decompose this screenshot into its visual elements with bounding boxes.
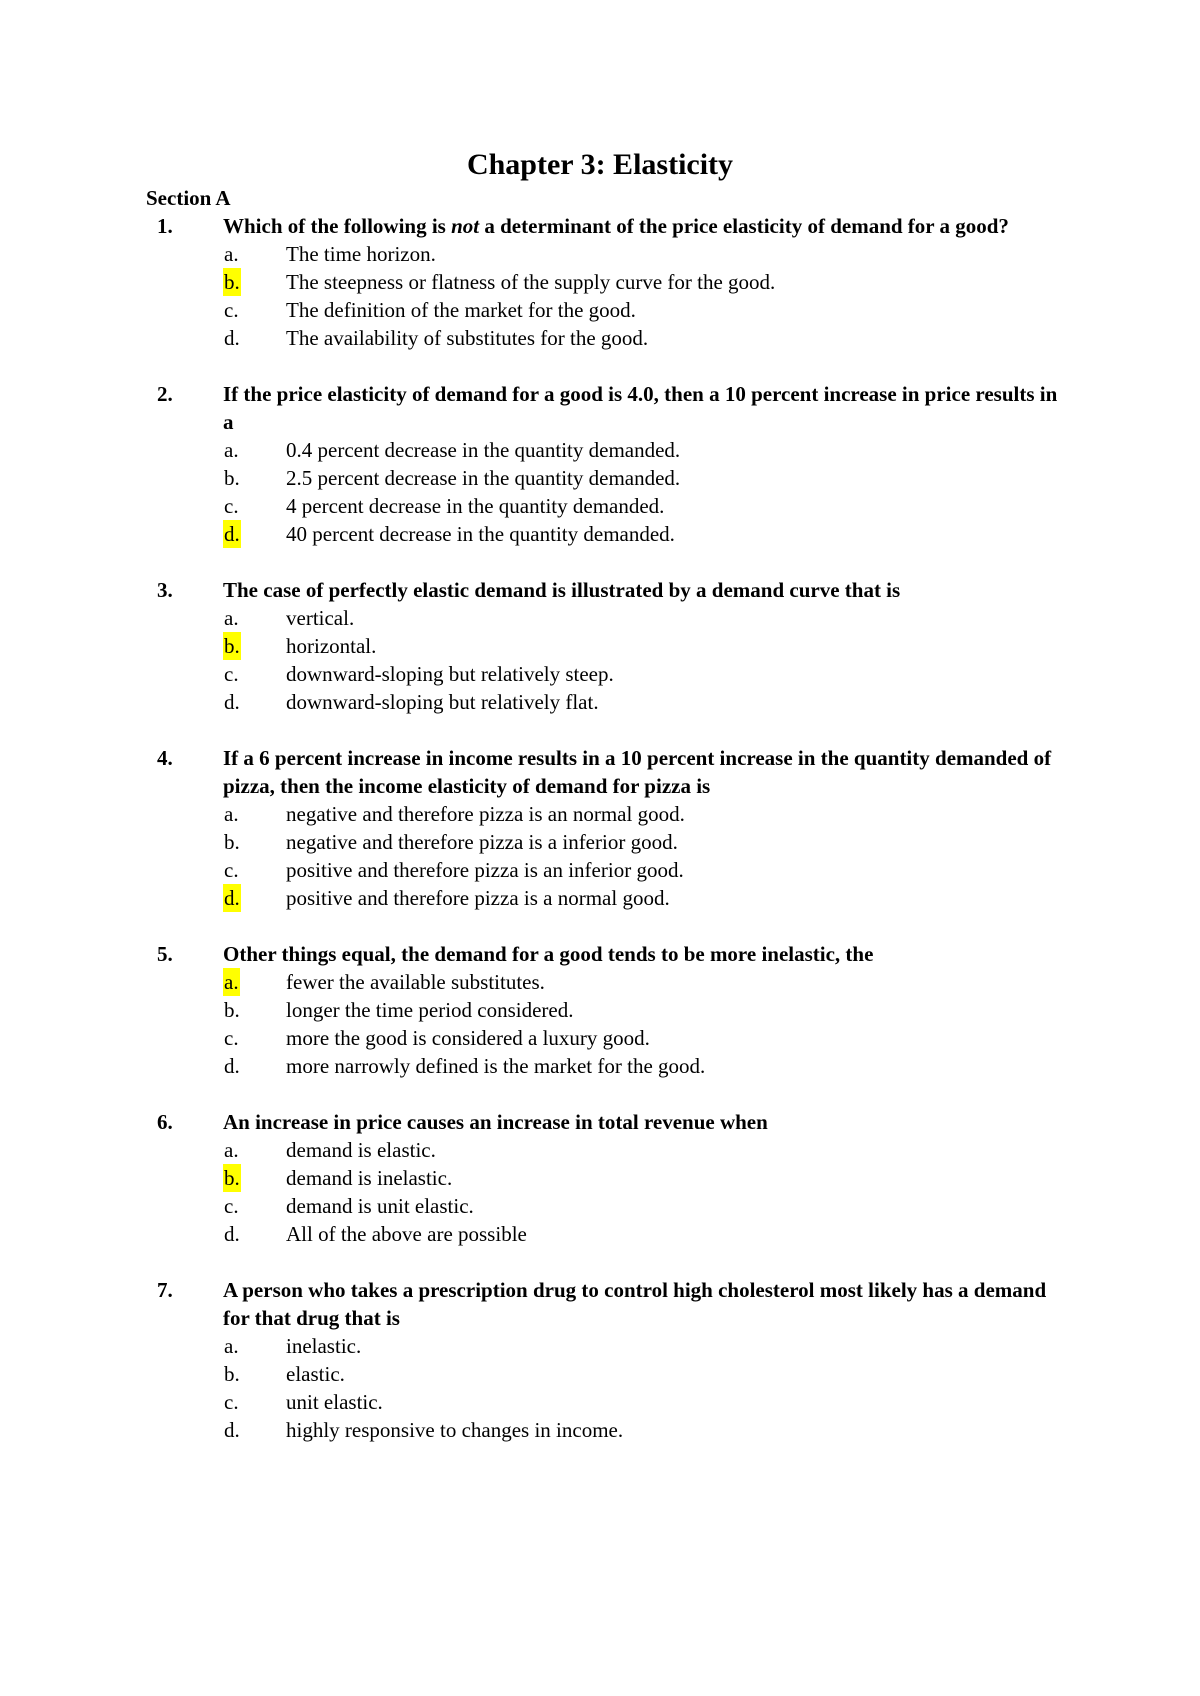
- answer-option: [223, 688, 1066, 716]
- answer-options: [223, 1332, 1066, 1444]
- option-text: The availability of substitutes for the good.: [286, 326, 649, 350]
- question-stem: [146, 940, 1066, 968]
- question-text: [223, 212, 1066, 240]
- option-text: vertical.: [286, 606, 355, 630]
- option-letter: b.: [224, 466, 240, 490]
- option-text: more narrowly defined is the market for the good.: [286, 1054, 706, 1078]
- question-text-part: The case of perfectly elastic demand is illustrated by a demand curve that is: [223, 578, 901, 602]
- option-text: demand is inelastic.: [286, 1166, 453, 1190]
- option-letter-cell: [223, 240, 286, 268]
- answer-option: [223, 1388, 1066, 1416]
- option-letter: c.: [224, 662, 239, 686]
- option-letter-cell: [223, 968, 286, 996]
- option-letter-cell: [223, 520, 286, 548]
- option-letter: c.: [224, 1026, 239, 1050]
- option-text: negative and therefore pizza is a inferior good.: [286, 830, 678, 854]
- answer-options: [223, 1136, 1066, 1248]
- option-letter: a.: [224, 1138, 239, 1162]
- option-letter: c.: [224, 1390, 239, 1414]
- option-letter: c.: [224, 1194, 239, 1218]
- answer-option: [223, 296, 1066, 324]
- highlighted-answer-letter: d.: [224, 522, 240, 546]
- question-number: 3.: [157, 578, 173, 602]
- option-letter: d.: [224, 1054, 240, 1078]
- option-letter-cell: [223, 1360, 286, 1388]
- question-stem: [146, 1108, 1066, 1136]
- option-letter: b.: [224, 830, 240, 854]
- question-number: 2.: [157, 382, 173, 406]
- question-text: [223, 940, 1066, 968]
- option-letter: c.: [224, 494, 239, 518]
- question-stem: [146, 212, 1066, 240]
- option-letter-cell: [223, 1024, 286, 1052]
- question-item: [146, 1108, 1066, 1248]
- option-text: The time horizon.: [286, 242, 436, 266]
- option-letter: b.: [224, 998, 240, 1022]
- option-text: 4 percent decrease in the quantity demanded.: [286, 494, 665, 518]
- option-text: downward-sloping but relatively steep.: [286, 662, 614, 686]
- option-letter-cell: [223, 688, 286, 716]
- option-text: negative and therefore pizza is an normal good.: [286, 802, 685, 826]
- option-text: fewer the available substitutes.: [286, 970, 545, 994]
- answer-option: [223, 520, 1066, 548]
- option-letter: a.: [224, 1334, 239, 1358]
- answer-option: [223, 884, 1066, 912]
- option-letter: b.: [224, 1362, 240, 1386]
- option-letter: d.: [224, 690, 240, 714]
- option-letter-cell: [223, 660, 286, 688]
- answer-option: [223, 604, 1066, 632]
- option-letter-cell: [223, 1192, 286, 1220]
- option-text: longer the time period considered.: [286, 998, 574, 1022]
- option-letter: c.: [224, 858, 239, 882]
- option-letter-cell: [223, 856, 286, 884]
- option-letter: d.: [224, 1418, 240, 1442]
- question-item: [146, 576, 1066, 716]
- question-text: [223, 744, 1066, 800]
- answer-options: [223, 436, 1066, 548]
- question-text-part: If the price elasticity of demand for a good is 4.0, then a 10 percent increase in price results in a: [223, 382, 1058, 434]
- option-text: The steepness or flatness of the supply curve for the good.: [286, 270, 776, 294]
- question-number: 7.: [157, 1278, 173, 1302]
- question-text: [223, 1108, 1066, 1136]
- answer-option: [223, 1052, 1066, 1080]
- answer-option: [223, 1024, 1066, 1052]
- answer-option: [223, 324, 1066, 352]
- option-text: horizontal.: [286, 634, 377, 658]
- answer-option: [223, 660, 1066, 688]
- answer-option: [223, 1332, 1066, 1360]
- highlighted-answer-letter: b.: [224, 634, 240, 658]
- answer-option: [223, 268, 1066, 296]
- answer-option: [223, 856, 1066, 884]
- option-letter: c.: [224, 298, 239, 322]
- question-emphasis: not: [451, 214, 480, 238]
- answer-option: [223, 800, 1066, 828]
- question-text-part: A person who takes a prescription drug to control high cholesterol most likely has a demand for that drug that is: [223, 1278, 1047, 1330]
- page-title: Chapter 3: Elasticity: [466, 148, 734, 181]
- option-letter-cell: [223, 1164, 286, 1192]
- answer-options: [223, 240, 1066, 352]
- option-letter-cell: [223, 884, 286, 912]
- question-number: 4.: [157, 746, 173, 770]
- highlighted-answer-letter: d.: [224, 886, 240, 910]
- question-text: [223, 1276, 1066, 1332]
- answer-option: [223, 240, 1066, 268]
- question-text: [223, 380, 1066, 436]
- answer-option: [223, 1164, 1066, 1192]
- question-text-part: a determinant of the price elasticity of demand for a good?: [479, 214, 1009, 238]
- question-text-part: If a 6 percent increase in income results in a 10 percent increase in the quantity demanded of pizza, then the income elasticity of demand for pizza is: [223, 746, 1052, 798]
- option-letter-cell: [223, 492, 286, 520]
- option-letter-cell: [223, 296, 286, 324]
- option-letter-cell: [223, 1220, 286, 1248]
- option-text: The definition of the market for the good.: [286, 298, 636, 322]
- question-stem: [146, 576, 1066, 604]
- option-letter-cell: [223, 828, 286, 856]
- option-text: positive and therefore pizza is an inferior good.: [286, 858, 684, 882]
- option-letter: d.: [224, 326, 240, 350]
- answer-option: [223, 464, 1066, 492]
- highlighted-answer-letter: b.: [224, 270, 240, 294]
- question-item: [146, 744, 1066, 912]
- option-letter-cell: [223, 1416, 286, 1444]
- question-stem: [146, 380, 1066, 436]
- option-text: elastic.: [286, 1362, 345, 1386]
- question-text-part: Which of the following is: [223, 214, 452, 238]
- option-letter: d.: [224, 1222, 240, 1246]
- question-text-part: Other things equal, the demand for a good tends to be more inelastic, the: [223, 942, 874, 966]
- question-item: [146, 380, 1066, 548]
- option-text: demand is unit elastic.: [286, 1194, 474, 1218]
- answer-option: [223, 1192, 1066, 1220]
- option-text: demand is elastic.: [286, 1138, 436, 1162]
- question-text-part: An increase in price causes an increase in total revenue when: [223, 1110, 768, 1134]
- option-text: All of the above are possible: [286, 1222, 527, 1246]
- answer-option: [223, 1136, 1066, 1164]
- section-label: Section A: [146, 186, 231, 210]
- answer-option: [223, 1416, 1066, 1444]
- answer-option: [223, 492, 1066, 520]
- option-letter-cell: [223, 268, 286, 296]
- option-text: positive and therefore pizza is a normal good.: [286, 886, 670, 910]
- answer-option: [223, 436, 1066, 464]
- option-letter-cell: [223, 996, 286, 1024]
- question-item: [146, 212, 1066, 352]
- question-item: [146, 1276, 1066, 1444]
- option-letter: a.: [224, 242, 239, 266]
- answer-options: [223, 968, 1066, 1080]
- option-letter-cell: [223, 464, 286, 492]
- option-text: 2.5 percent decrease in the quantity demanded.: [286, 466, 681, 490]
- option-letter: a.: [224, 802, 239, 826]
- option-text: downward-sloping but relatively flat.: [286, 690, 599, 714]
- option-letter-cell: [223, 604, 286, 632]
- option-text: 40 percent decrease in the quantity demanded.: [286, 522, 675, 546]
- option-letter-cell: [223, 1136, 286, 1164]
- option-text: more the good is considered a luxury good.: [286, 1026, 650, 1050]
- question-number: 6.: [157, 1110, 173, 1134]
- question-item: [146, 940, 1066, 1080]
- option-letter-cell: [223, 632, 286, 660]
- question-number: 5.: [157, 942, 173, 966]
- option-letter-cell: [223, 1052, 286, 1080]
- answer-option: [223, 1220, 1066, 1248]
- answer-option: [223, 1360, 1066, 1388]
- answer-option: [223, 968, 1066, 996]
- option-letter-cell: [223, 324, 286, 352]
- option-letter: a.: [224, 606, 239, 630]
- highlighted-answer-letter: a.: [224, 970, 239, 994]
- answer-option: [223, 828, 1066, 856]
- option-letter-cell: [223, 800, 286, 828]
- question-stem: [146, 1276, 1066, 1332]
- option-letter-cell: [223, 1388, 286, 1416]
- option-text: highly responsive to changes in income.: [286, 1418, 624, 1442]
- option-letter-cell: [223, 1332, 286, 1360]
- question-stem: [146, 744, 1066, 800]
- highlighted-answer-letter: b.: [224, 1166, 240, 1190]
- question-list: [146, 212, 1066, 1472]
- option-text: unit elastic.: [286, 1390, 383, 1414]
- answer-option: [223, 632, 1066, 660]
- question-number: 1.: [157, 214, 173, 238]
- option-letter: a.: [224, 438, 239, 462]
- answer-option: [223, 996, 1066, 1024]
- option-text: inelastic.: [286, 1334, 362, 1358]
- option-letter-cell: [223, 436, 286, 464]
- answer-options: [223, 800, 1066, 912]
- question-text: [223, 576, 1066, 604]
- answer-options: [223, 604, 1066, 716]
- option-text: 0.4 percent decrease in the quantity demanded.: [286, 438, 681, 462]
